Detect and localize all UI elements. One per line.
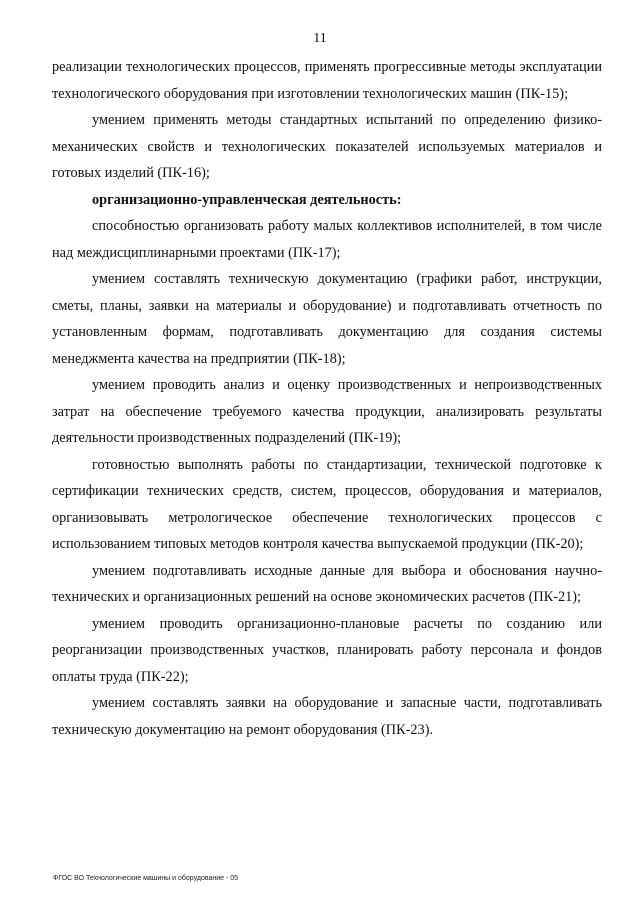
paragraph-pk22: умением проводить организационно-плановые расчеты по созданию или реорганизации производственных участков, планировать работу персонала и фондов оплаты труда (ПК-22);: [52, 615, 602, 685]
paragraph-pk18: умением составлять техническую документацию (графики работ, инструкции, сметы, планы, заявки на материалы и оборудование) и подготавливать отчетность по установленным формам, подготавливать документацию для создания системы менеджмента качества на предприятии (ПК-18);: [52, 271, 602, 367]
page-number: 11: [313, 31, 327, 46]
paragraph-pk16: умением применять методы стандартных испытаний по определению физико-механических свойств и технологических показателей используемых материалов и готовых изделий (ПК-16);: [52, 112, 602, 181]
paragraph-pk15-continuation: реализации технологических процессов, применять прогрессивные методы эксплуатации технологического оборудования при изготовлении технологических машин (ПК-15);: [52, 59, 602, 102]
document-body: [52, 54, 602, 743]
paragraph-pk17: способностью организовать работу малых коллективов исполнителей, в том числе над междисциплинарными проектами (ПК-17);: [52, 218, 602, 261]
paragraph-pk19: умением проводить анализ и оценку производственных и непроизводственных затрат на обеспечение требуемого качества продукции, анализировать результаты деятельности производственных подразделений (ПК-19);: [52, 377, 602, 446]
paragraph-pk23: умением составлять заявки на оборудование и запасные части, подготавливать техническую документацию на ремонт оборудования (ПК-23).: [52, 695, 602, 738]
page-footer: ФГОС ВО Технологические машины и оборудование - 05: [53, 875, 239, 882]
paragraph-pk21: умением подготавливать исходные данные для выбора и обоснования научно-технических и организационных решений на основе экономических расчетов (ПК-21);: [52, 562, 602, 605]
paragraph-pk20: готовностью выполнять работы по стандартизации, технической подготовке к сертификации технических средств, систем, процессов, оборудования и материалов, организовывать метрологическое обеспечение технологических процессов с использованием типовых методов контроля качества выпускаемой продукции (ПК-20);: [52, 456, 602, 552]
section-heading-org-management: организационно-управленческая деятельность:: [92, 191, 402, 208]
